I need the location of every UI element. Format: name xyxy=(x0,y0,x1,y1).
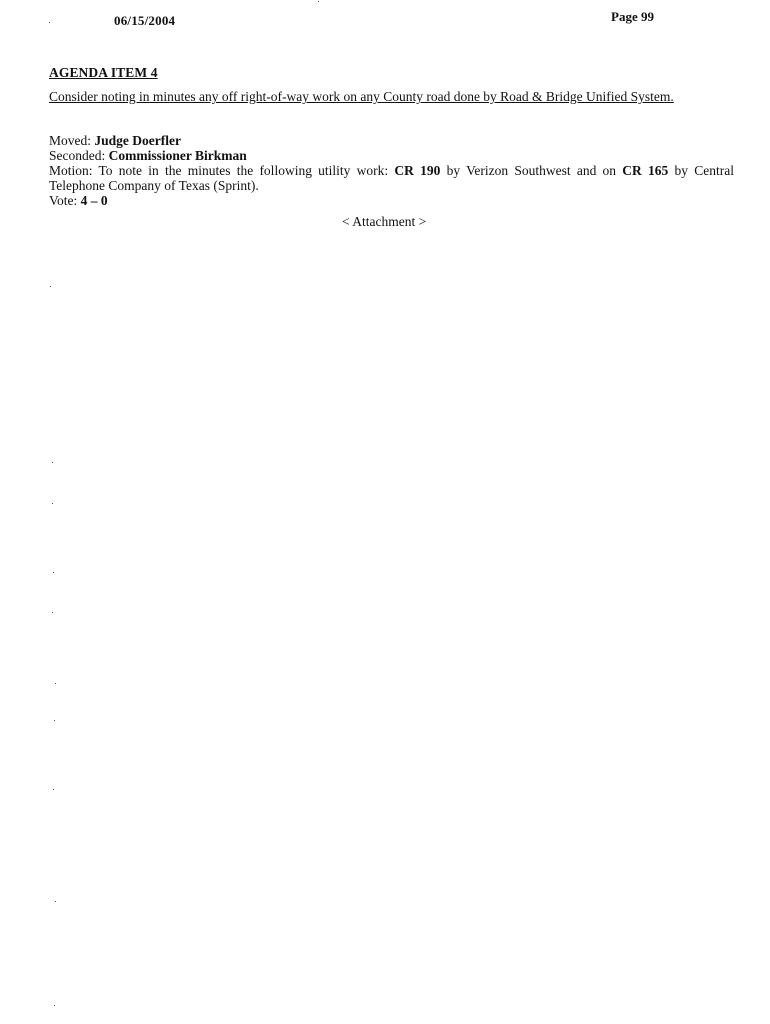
motion-text-part-3: by Central Telephone Company of Texas (Sprint). xyxy=(49,163,734,193)
seconded-line xyxy=(49,148,734,163)
header-page-number: Page 99 xyxy=(611,9,654,24)
scan-speck xyxy=(50,286,51,287)
county-road-b: CR 165 xyxy=(622,163,669,178)
seconded-label: Seconded: xyxy=(49,148,109,163)
scan-speck xyxy=(54,720,55,721)
moved-label: Moved: xyxy=(49,133,95,148)
vote-line xyxy=(49,193,734,208)
vote-value: 4 – 0 xyxy=(80,193,108,208)
header-date: 06/15/2004 xyxy=(114,13,176,28)
scan-speck xyxy=(55,683,56,684)
motion-text-part-1: To note in the minutes the following utility work: xyxy=(98,163,395,178)
scan-speck xyxy=(52,462,53,463)
moved-by: Judge Doerfler xyxy=(94,133,181,148)
scan-speck xyxy=(318,1,319,2)
vote-label: Vote: xyxy=(49,193,81,208)
seconded-by: Commissioner Birkman xyxy=(108,148,247,163)
motion-text-part-2: by Verizon Southwest and on xyxy=(440,163,623,178)
scan-speck xyxy=(54,1005,55,1006)
moved-line xyxy=(49,133,734,148)
motion-record xyxy=(49,133,734,208)
scan-speck xyxy=(52,612,53,613)
motion-line xyxy=(49,163,734,193)
scan-speck xyxy=(53,789,54,790)
county-road-a: CR 190 xyxy=(394,163,441,178)
attachment-note: < Attachment > xyxy=(342,214,427,229)
scan-speck xyxy=(53,572,54,573)
agenda-item-title: AGENDA ITEM 4 xyxy=(49,65,158,80)
scan-speck xyxy=(55,901,56,902)
motion-label: Motion: xyxy=(49,163,99,178)
scan-speck xyxy=(52,503,53,504)
scan-speck xyxy=(49,22,50,23)
agenda-item-subject: Consider noting in minutes any off right-of-way work on any County road done by Road & Bridge Unified System. xyxy=(49,89,674,104)
